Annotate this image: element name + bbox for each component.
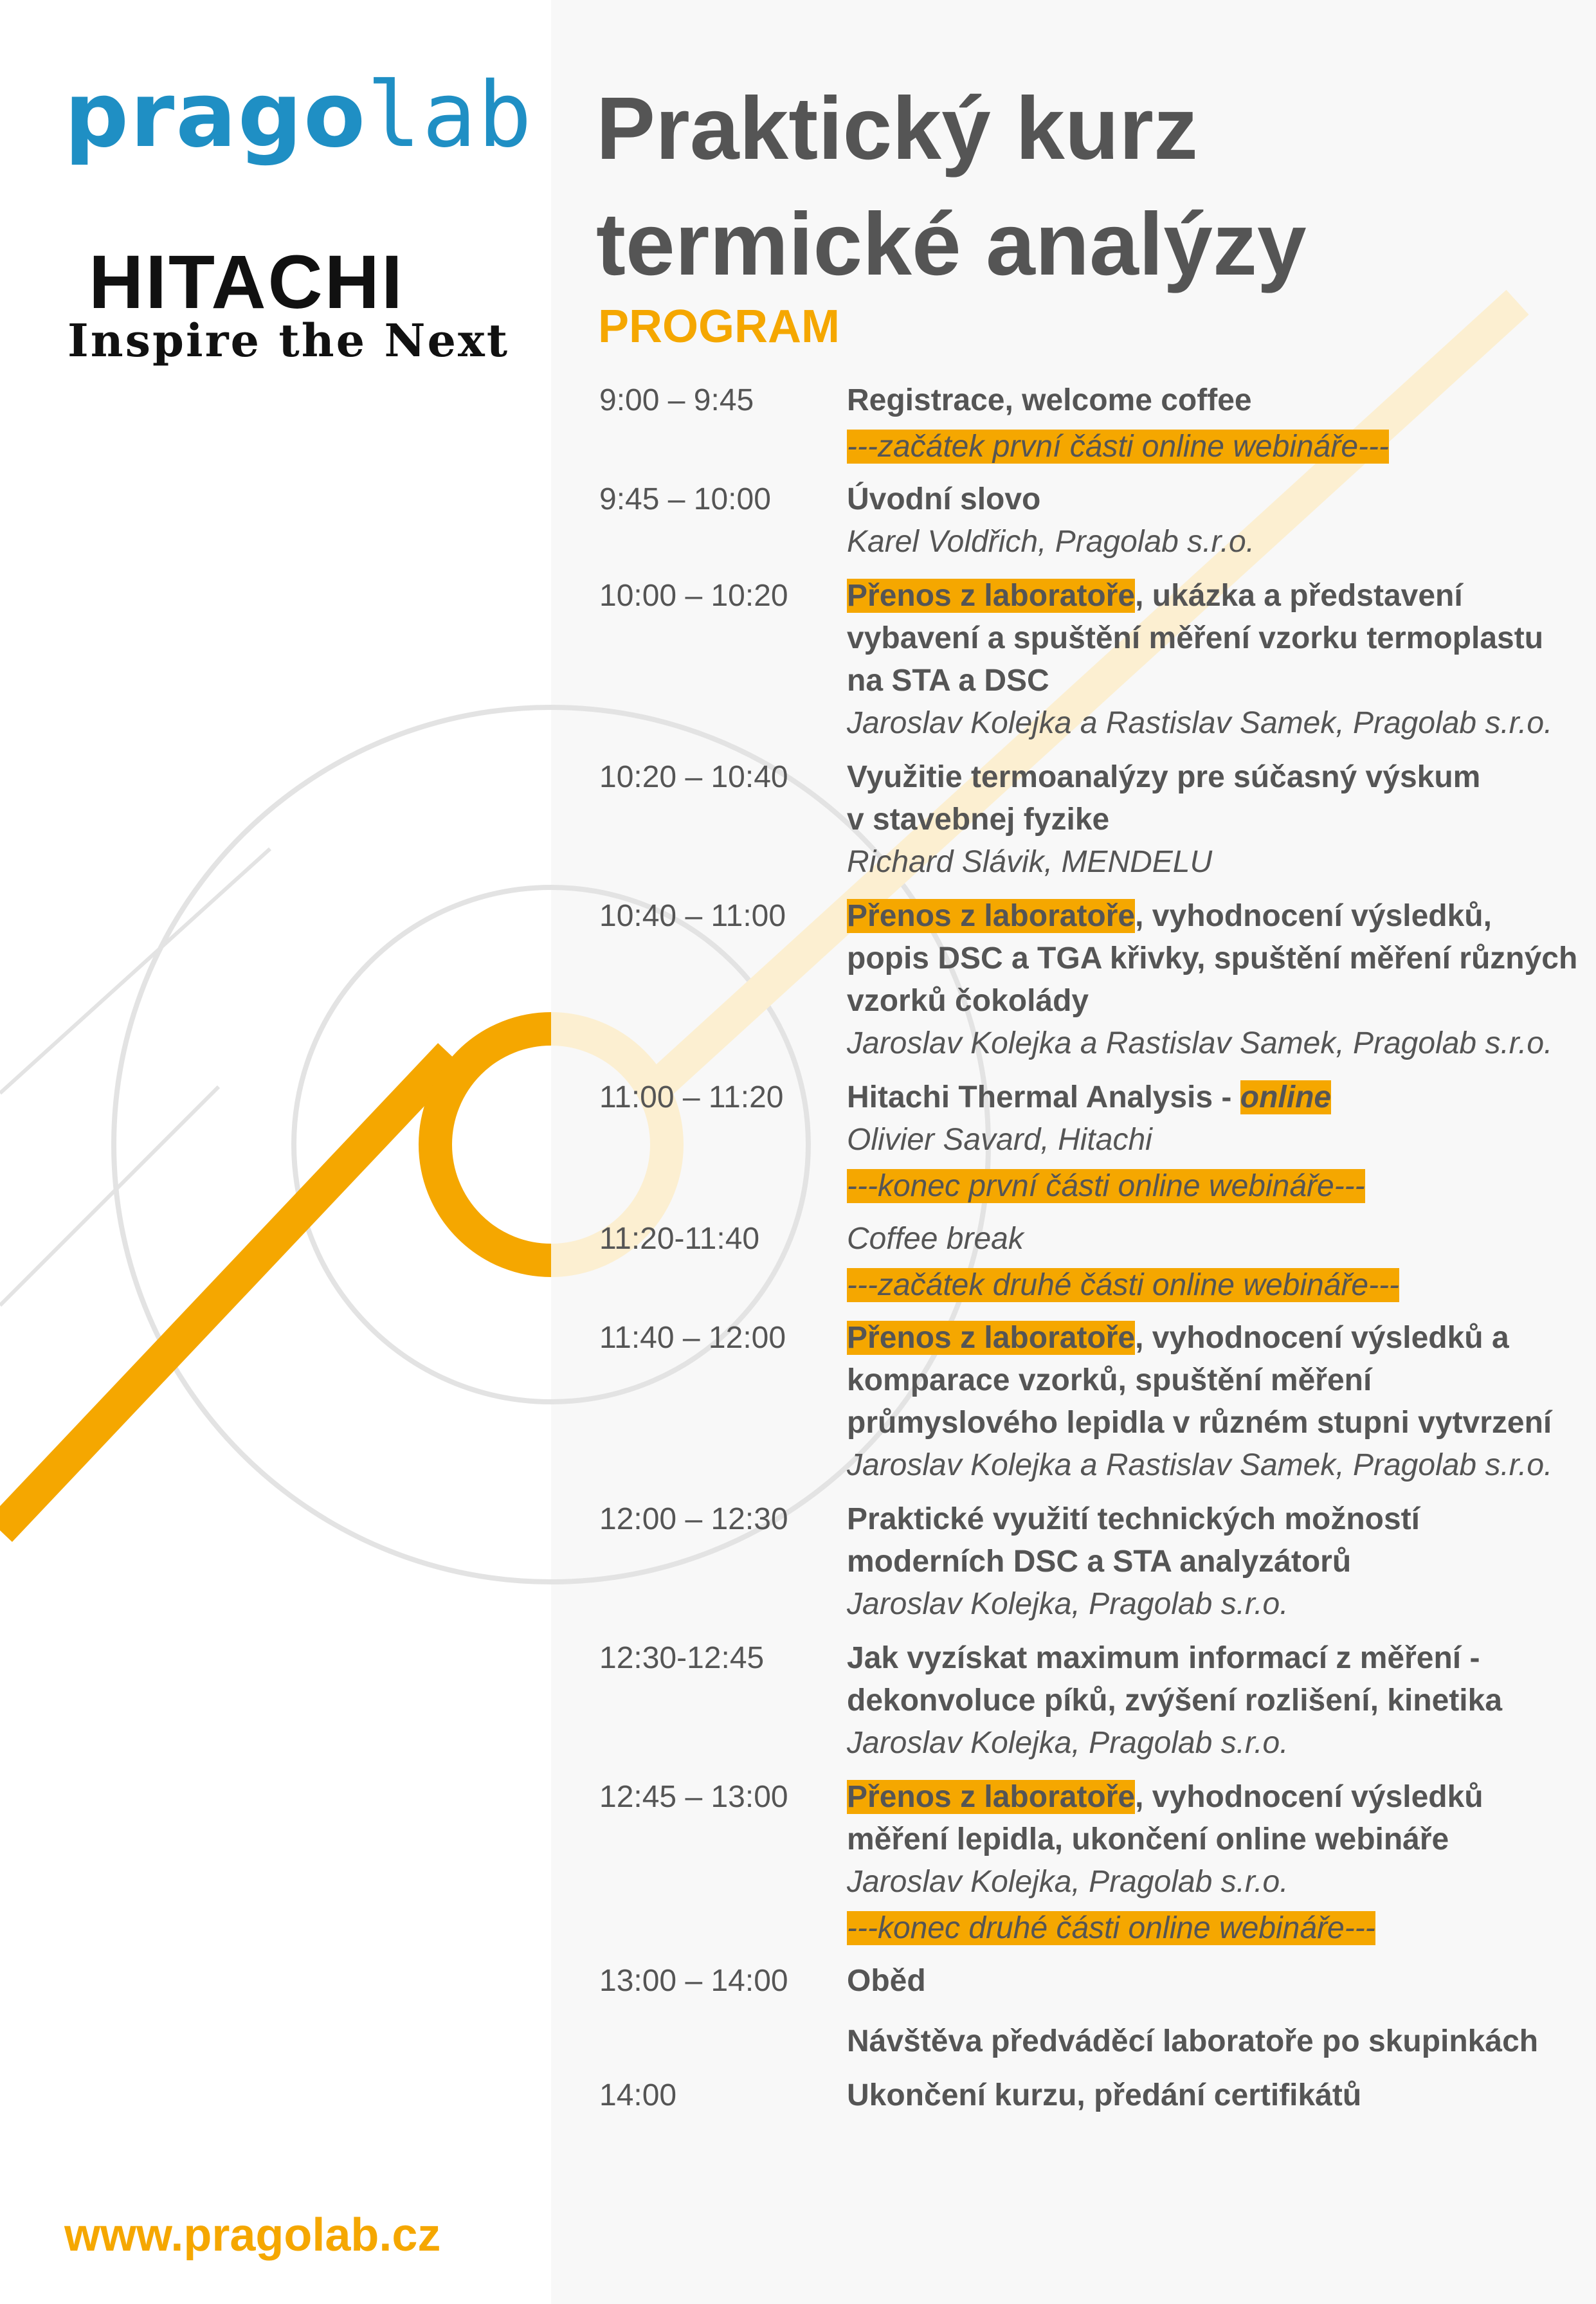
schedule-row [599,478,1583,563]
webinar-divider: ---začátek první části online webináře--- [847,430,1389,464]
time-slot: 9:00 – 9:45 [599,383,754,417]
session-speaker: Jaroslav Kolejka, Pragolab s.r.o. [847,1726,1289,1760]
time-slot: 14:00 [599,2078,677,2112]
session-title: Jak vyzískat maximum informací z měření - [847,1641,1480,1675]
session-title: Hitachi Thermal Analysis - online [847,1080,1332,1114]
session-title-cont: komparace vzorků, spuštění měření [847,1363,1372,1397]
webinar-divider: ---konec druhé části online webináře--- [847,1911,1375,1945]
webinar-divider: ---konec první části online webináře--- [847,1169,1365,1203]
schedule-row [599,1218,1583,1260]
program-heading: PROGRAM [598,301,840,352]
session-title-cont: Návštěva předváděcí laboratoře po skupinkách [847,2024,1539,2058]
session-title: Ukončení kurzu, předání certifikátů [847,2078,1362,2112]
session-title: Přenos z laboratoře, vyhodnocení výsledků [847,1780,1483,1814]
schedule-row [599,1498,1583,1626]
webinar-divider: ---začátek druhé části online webináře--- [847,1268,1400,1302]
page-title [596,71,1561,302]
time-slot: 12:45 – 13:00 [599,1780,788,1814]
session-speaker: Richard Slávik, MENDELU [847,845,1213,879]
hitachi-logo: HITACHI [89,240,404,325]
schedule-row [599,1637,1583,1764]
website-link[interactable]: www.pragolab.cz [64,2209,441,2261]
session-title-cont: průmyslového lepidla v různém stupni vytvrzení [847,1406,1552,1440]
session-title: Přenos z laboratoře, vyhodnocení výsledků, [847,899,1492,933]
time-slot: 11:00 – 11:20 [599,1080,784,1114]
session-title-cont: vzorků čokolády [847,984,1089,1018]
online-badge: online [1240,1080,1332,1114]
program-schedule [599,379,1583,2117]
schedule-row [599,379,1583,422]
session-speaker: Jaroslav Kolejka a Rastislav Samek, Pragolab s.r.o. [847,706,1553,740]
session-title-cont: moderních DSC a STA analyzátorů [847,1545,1352,1579]
time-slot: 10:00 – 10:20 [599,579,788,613]
session-title-cont: měření lepidla, ukončení online webináře [847,1822,1449,1856]
time-slot: 11:40 – 12:00 [599,1321,786,1355]
title-line-1: Praktický kurz [596,79,1198,178]
session-speaker: Jaroslav Kolejka, Pragolab s.r.o. [847,1865,1289,1899]
session-title: Přenos z laboratoře, ukázka a představení [847,579,1463,613]
session-title: Praktické využití technických možností [847,1502,1420,1536]
schedule-row [599,575,1583,745]
title-line-2: termické analýzy [596,195,1307,294]
time-slot: 9:45 – 10:00 [599,482,771,516]
schedule-row [599,1960,1583,2063]
schedule-row [599,1776,1583,1903]
time-slot: 10:40 – 11:00 [599,899,786,933]
session-title-cont: dekonvoluce píků, zvýšení rozlišení, kinetika [847,1683,1503,1718]
session-speaker: Jaroslav Kolejka a Rastislav Samek, Pragolab s.r.o. [847,1026,1553,1060]
session-title: Registrace, welcome coffee [847,383,1252,417]
session-speaker: Jaroslav Kolejka a Rastislav Samek, Pragolab s.r.o. [847,1448,1553,1482]
schedule-row [599,1317,1583,1487]
pragolab-logo: pragolab [64,63,534,168]
schedule-row [599,895,1583,1065]
session-title-cont: popis DSC a TGA křivky, spuštění měření různých [847,941,1578,975]
lab-transfer-highlight: Přenos z laboratoře [847,1780,1136,1814]
lab-transfer-highlight: Přenos z laboratoře [847,899,1136,933]
session-title: Úvodní slovo [847,482,1041,516]
time-slot: 13:00 – 14:00 [599,1964,788,1998]
lab-transfer-highlight: Přenos z laboratoře [847,579,1136,613]
schedule-row [599,2074,1583,2117]
time-slot: 11:20-11:40 [599,1222,760,1256]
session-speaker: Jaroslav Kolejka, Pragolab s.r.o. [847,1587,1289,1621]
session-speaker: Olivier Savard, Hitachi [847,1123,1152,1157]
session-title-cont: v stavebnej fyzike [847,803,1110,837]
time-slot: 12:30-12:45 [599,1641,765,1675]
session-title-cont: vybavení a spuštění měření vzorku termoplastu [847,621,1544,655]
session-title: Oběd [847,1964,926,1998]
session-title-cont: na STA a DSC [847,664,1049,698]
lab-transfer-highlight: Přenos z laboratoře [847,1321,1136,1355]
hitachi-tagline: Inspire the Next [68,314,510,367]
schedule-row [599,756,1583,884]
time-slot: 10:20 – 10:40 [599,760,788,794]
time-slot: 12:00 – 12:30 [599,1502,788,1536]
session-title: Coffee break [847,1222,1024,1256]
session-speaker: Karel Voldřich, Pragolab s.r.o. [847,525,1255,559]
session-title: Využitie termoanalýzy pre súčasný výskum [847,760,1481,794]
session-title: Přenos z laboratoře, vyhodnocení výsledků a [847,1321,1509,1355]
schedule-row [599,1076,1583,1161]
